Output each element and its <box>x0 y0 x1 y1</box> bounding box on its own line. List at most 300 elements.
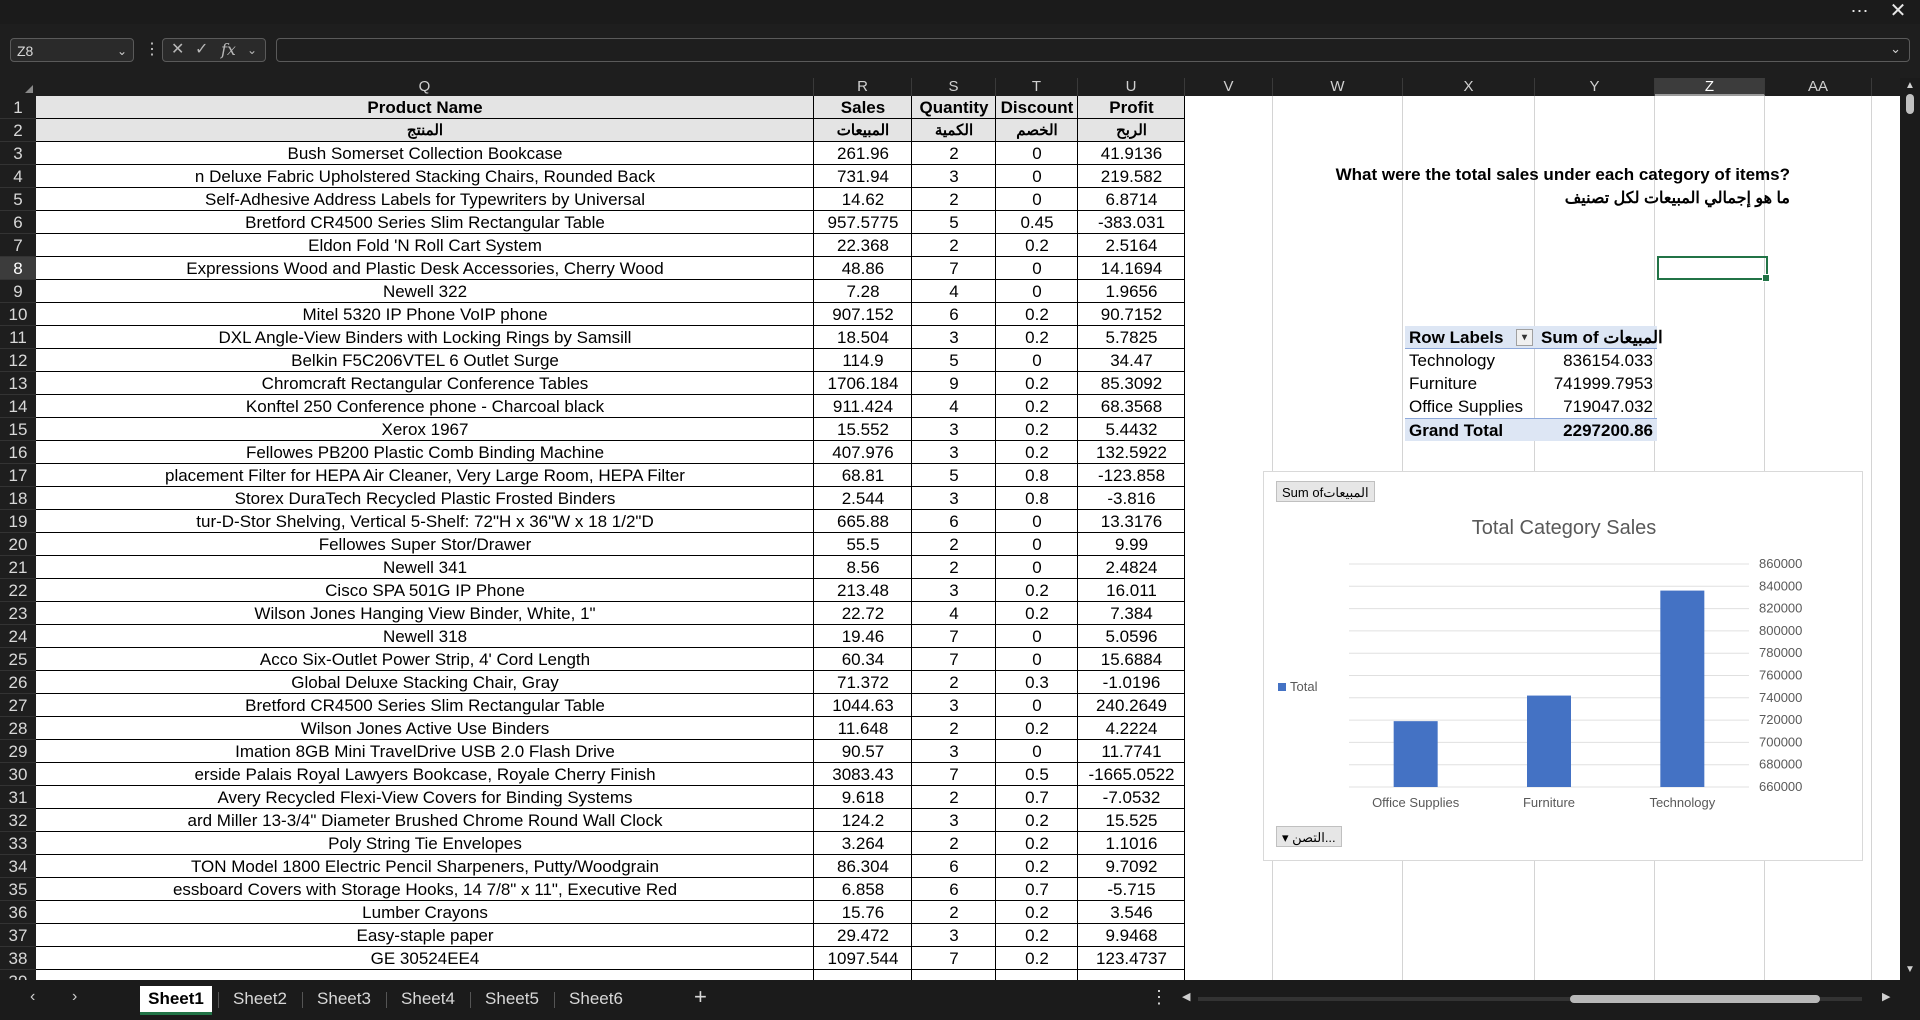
cell-profit[interactable]: 4.2224 <box>1105 719 1158 738</box>
pivot-sum-header: Sum of المبيعات <box>1537 326 1657 349</box>
cell-product-name[interactable]: tur-D-Stor Shelving, Vertical 5-Shelf: 72"H x 36"W x 18 1/2"D <box>196 512 654 531</box>
cell-quantity[interactable]: 7 <box>949 259 959 278</box>
cell-profit[interactable]: 15.6884 <box>1100 650 1163 669</box>
cell-sales[interactable]: 6.858 <box>841 880 885 899</box>
cell-discount[interactable]: 0.2 <box>1025 857 1049 876</box>
cell-profit[interactable]: 5.0596 <box>1105 627 1158 646</box>
cell-sales[interactable]: 15.76 <box>841 903 885 922</box>
previous-sheet-icon[interactable]: ‹ <box>30 988 36 1005</box>
cell-discount[interactable]: 0 <box>1032 696 1042 715</box>
cell-quantity[interactable]: 6 <box>949 305 959 324</box>
row-header[interactable]: 17 <box>0 464 36 487</box>
pivot-row-label[interactable]: Technology <box>1409 351 1496 370</box>
cell-quantity[interactable]: 2 <box>949 788 959 807</box>
row-header[interactable]: 32 <box>0 809 36 832</box>
chevron-down-icon[interactable]: ⌄ <box>116 44 127 58</box>
cell-sales[interactable]: 68.81 <box>841 466 885 485</box>
row-header[interactable]: 3 <box>0 142 36 165</box>
cell-discount[interactable]: 0 <box>1032 282 1042 301</box>
cell-sales[interactable]: 1706.184 <box>827 374 899 393</box>
row-header[interactable]: 16 <box>0 441 36 464</box>
vertical-scroll-thumb[interactable] <box>1906 94 1914 114</box>
cell-product-name[interactable]: Global Deluxe Stacking Chair, Gray <box>291 673 559 692</box>
cell-profit[interactable]: 9.9468 <box>1105 926 1158 945</box>
x-tick-label: Furniture <box>1522 795 1576 810</box>
expand-formula-icon[interactable]: ⌄ <box>1890 41 1901 56</box>
cell-discount[interactable]: 0.45 <box>1020 213 1054 232</box>
cell-sales[interactable]: 29.472 <box>837 926 889 945</box>
cell-profit[interactable]: -1.0196 <box>1102 673 1161 692</box>
cell-profit[interactable]: -7.0532 <box>1102 788 1161 807</box>
cell-discount[interactable]: 0.3 <box>1025 673 1049 692</box>
cell-profit[interactable]: 11.7741 <box>1101 742 1162 761</box>
cell-product-name[interactable]: Cisco SPA 501G IP Phone <box>325 581 525 600</box>
cell-sales[interactable]: 957.5775 <box>827 213 899 232</box>
chart-axis-field-button[interactable] <box>1276 826 1342 847</box>
cell-sales[interactable]: 2.544 <box>841 489 885 508</box>
sheet-tab-sheet3[interactable]: Sheet3 <box>317 989 371 1008</box>
row-header[interactable]: 26 <box>0 671 36 694</box>
vertical-scrollbar[interactable] <box>1900 78 1920 980</box>
cell-profit[interactable]: 2.4824 <box>1105 558 1158 577</box>
cell-discount[interactable]: 0.7 <box>1025 880 1049 899</box>
cell-discount[interactable]: 0.2 <box>1025 926 1049 945</box>
cell-discount[interactable]: 0.2 <box>1025 604 1049 623</box>
cell-quantity[interactable]: 5 <box>949 466 959 485</box>
cell-discount[interactable]: 0.2 <box>1025 397 1049 416</box>
cell-quantity[interactable]: 2 <box>949 535 959 554</box>
cell-sales[interactable]: 19.46 <box>841 627 885 646</box>
row-header[interactable]: 6 <box>0 211 36 234</box>
cell-quantity[interactable]: 3 <box>949 696 959 715</box>
cell-discount[interactable]: 0 <box>1032 167 1042 186</box>
cell-discount[interactable]: 0.2 <box>1025 305 1049 324</box>
cell-discount[interactable]: 0.2 <box>1025 903 1049 922</box>
active-cell-selection[interactable] <box>1657 256 1768 280</box>
column-gridline <box>1871 96 1872 980</box>
cell-discount[interactable]: 0.2 <box>1025 236 1049 255</box>
cell-profit[interactable]: 34.47 <box>1110 351 1153 370</box>
cell-quantity[interactable]: 7 <box>949 650 959 669</box>
cell-sales[interactable]: 665.88 <box>837 512 889 531</box>
cell-discount[interactable]: 0 <box>1032 742 1042 761</box>
chart-field-button[interactable]: Sum ofالمبيعات <box>1276 481 1375 502</box>
sheet-tab-sheet2[interactable]: Sheet2 <box>233 989 287 1008</box>
cell-quantity[interactable]: 3 <box>949 811 959 830</box>
row-header[interactable]: 21 <box>0 556 36 579</box>
tab-separator <box>470 992 471 1008</box>
row-header[interactable]: 8 <box>0 257 36 280</box>
cell-profit[interactable]: -3.816 <box>1107 489 1156 508</box>
next-sheet-icon[interactable]: › <box>72 988 78 1005</box>
row-header[interactable]: 4 <box>0 165 36 188</box>
cell-profit[interactable]: 68.3568 <box>1100 397 1163 416</box>
cell-quantity[interactable]: 6 <box>949 880 959 899</box>
cell-profit[interactable]: 123.4737 <box>1096 949 1167 968</box>
cell-profit[interactable]: -383.031 <box>1097 213 1166 232</box>
cell-sales[interactable]: 22.72 <box>841 604 885 623</box>
cell-quantity[interactable]: 3 <box>949 328 959 347</box>
cell-quantity[interactable]: 3 <box>949 742 959 761</box>
column-header-y[interactable]: Y <box>1535 78 1655 96</box>
cell-quantity[interactable]: 3 <box>949 926 959 945</box>
add-sheet-button[interactable]: + <box>694 984 707 1009</box>
y-tick-label: 840000 <box>1759 578 1803 594</box>
cell-product-name[interactable]: Fellowes Super Stor/Drawer <box>318 535 532 554</box>
cell-discount[interactable]: 0.7 <box>1025 788 1049 807</box>
cell-product-name[interactable]: Bretford CR4500 Series Slim Rectangular Table <box>245 213 605 232</box>
column-header-t[interactable]: T <box>996 78 1078 96</box>
cell-sales[interactable]: 7.28 <box>846 282 880 301</box>
column-header-q[interactable]: Q <box>36 78 814 96</box>
cell-product-name[interactable]: Newell 318 <box>382 627 468 646</box>
cell-discount[interactable]: 0 <box>1032 535 1042 554</box>
pivot-row-label[interactable]: Office Supplies <box>1409 397 1524 416</box>
cell-discount[interactable]: 0 <box>1032 144 1042 163</box>
pivot-grand-total-label: Grand Total <box>1405 418 1537 441</box>
row-header[interactable]: 33 <box>0 832 36 855</box>
cell-profit[interactable]: -1665.0522 <box>1088 765 1175 784</box>
cell-quantity[interactable]: 7 <box>949 627 959 646</box>
cell-quantity[interactable]: 2 <box>949 673 959 692</box>
cell-product-name[interactable]: Lumber Crayons <box>362 903 488 922</box>
cell-profit[interactable]: 85.3092 <box>1100 374 1163 393</box>
pivot-chart[interactable] <box>1263 471 1863 861</box>
pivot-row-value[interactable]: 836154.033 <box>1563 351 1653 370</box>
row-header[interactable]: 28 <box>0 717 36 740</box>
column-headers <box>0 78 1900 96</box>
cell-quantity[interactable]: 2 <box>949 719 959 738</box>
cell-profit[interactable]: 90.7152 <box>1100 305 1163 324</box>
cell-sales[interactable]: 14.62 <box>841 190 885 209</box>
formula-input[interactable] <box>276 38 1910 62</box>
row-header[interactable]: 14 <box>0 395 36 418</box>
cancel-icon[interactable]: ✕ <box>171 41 185 58</box>
cell-product-name[interactable]: placement Filter for HEPA Air Cleaner, Very Large Room, HEPA Filter <box>165 466 685 485</box>
cell-discount[interactable]: 0.2 <box>1025 834 1049 853</box>
cell-profit[interactable]: 3.546 <box>1110 903 1153 922</box>
pivot-row-value[interactable]: 719047.032 <box>1563 397 1653 416</box>
tab-menu-icon[interactable]: ⋮ <box>1150 987 1168 1007</box>
cell-product-name[interactable]: essboard Covers with Storage Hooks, 14 7/8" x 11", Executive Red <box>172 880 678 899</box>
cell-quantity[interactable]: 2 <box>949 236 959 255</box>
table-header-arabic-discount[interactable]: الخصم <box>1016 122 1058 139</box>
cell-discount[interactable]: 0 <box>1032 259 1042 278</box>
cell-quantity[interactable]: 2 <box>949 558 959 577</box>
enter-icon[interactable]: ✓ <box>195 41 209 58</box>
pivot-row-label[interactable]: Furniture <box>1409 374 1478 393</box>
row-header[interactable]: 2 <box>0 119 36 142</box>
cell-sales[interactable]: 1097.544 <box>827 949 899 968</box>
cell-profit[interactable]: 2.5164 <box>1105 236 1158 255</box>
cell-sales[interactable]: 90.57 <box>841 742 885 761</box>
cell-quantity[interactable]: 3 <box>949 489 959 508</box>
pivot-row-labels-text: Row Labels <box>1409 328 1504 347</box>
cell-quantity[interactable]: 3 <box>949 443 959 462</box>
row-header[interactable]: 19 <box>0 510 36 533</box>
column-header-x[interactable]: X <box>1403 78 1535 96</box>
cell-profit[interactable]: 5.7825 <box>1105 328 1158 347</box>
cell-sales[interactable]: 86.304 <box>837 857 889 876</box>
chart-title: Total Category Sales <box>1471 517 1657 539</box>
pivot-row-value[interactable]: 741999.7953 <box>1553 374 1653 393</box>
cell-product-name[interactable]: Easy-staple paper <box>356 926 494 945</box>
cell-sales[interactable]: 907.152 <box>832 305 894 324</box>
cell-product-name[interactable]: Chromcraft Rectangular Conference Tables <box>261 374 589 393</box>
cell-product-name[interactable]: ard Miller 13-3/4" Diameter Brushed Chrome Round Wall Clock <box>187 811 663 830</box>
cell-discount[interactable]: 0 <box>1032 512 1042 531</box>
cell-quantity[interactable]: 4 <box>949 282 959 301</box>
cell-profit[interactable]: 14.1694 <box>1100 259 1163 278</box>
pivot-row-labels-header <box>1405 326 1537 349</box>
cell-product-name[interactable]: erside Palais Royal Lawyers Bookcase, Royale Cherry Finish <box>194 765 656 784</box>
cell-discount[interactable]: 0.2 <box>1025 811 1049 830</box>
cell-discount[interactable]: 0.2 <box>1025 420 1049 439</box>
legend-label: Total <box>1290 679 1318 694</box>
row-header[interactable]: 24 <box>0 625 36 648</box>
cell-product-name[interactable]: TON Model 1800 Electric Pencil Sharpeners, Putty/Woodgrain <box>190 857 660 876</box>
cell-profit[interactable]: 5.4432 <box>1105 420 1158 439</box>
cell-profit[interactable]: 13.3176 <box>1100 512 1163 531</box>
row-header[interactable]: 29 <box>0 740 36 763</box>
cell-product-name[interactable]: Belkin F5C206VTEL 6 Outlet Surge <box>291 351 559 370</box>
row-header[interactable]: 34 <box>0 855 36 878</box>
row-header[interactable]: 1 <box>0 96 36 119</box>
row-header[interactable]: 38 <box>0 947 36 970</box>
scroll-up-icon[interactable]: ▲ <box>1905 80 1915 91</box>
cell-sales[interactable]: 213.48 <box>837 581 889 600</box>
cell-sales[interactable]: 48.86 <box>841 259 885 278</box>
row-header[interactable]: 23 <box>0 602 36 625</box>
row-header[interactable]: 36 <box>0 901 36 924</box>
cell-sales[interactable]: 22.368 <box>837 236 889 255</box>
cell-discount[interactable]: 0.2 <box>1025 374 1049 393</box>
tab-separator <box>218 992 219 1008</box>
cell-sales[interactable]: 124.2 <box>841 811 885 830</box>
cell-discount[interactable]: 0 <box>1032 650 1042 669</box>
cell-profit[interactable]: 9.99 <box>1114 535 1149 554</box>
cell-discount[interactable]: 0.2 <box>1025 949 1049 968</box>
y-tick-label: 680000 <box>1759 756 1803 772</box>
sheet-tab-bar <box>0 980 1920 1020</box>
row-header[interactable]: 5 <box>0 188 36 211</box>
cell-discount[interactable]: 0.8 <box>1025 489 1049 508</box>
cell-sales[interactable]: 3083.43 <box>832 765 894 784</box>
tab-separator <box>386 992 387 1008</box>
chart-axis-field-label: التصن... <box>1292 830 1336 845</box>
name-box[interactable] <box>10 38 134 62</box>
cell-quantity[interactable]: 5 <box>949 351 959 370</box>
row-header[interactable]: 25 <box>0 648 36 671</box>
cell-discount[interactable]: 0.2 <box>1025 719 1049 738</box>
cell-quantity[interactable]: 7 <box>949 949 959 968</box>
cell-discount[interactable]: 0 <box>1032 627 1042 646</box>
table-header-arabic-product-name[interactable]: المنتج <box>406 122 444 139</box>
drag-handle-icon[interactable]: ⋮ <box>144 41 160 58</box>
table-header-profit[interactable]: Profit <box>1109 98 1154 117</box>
cell-product-name[interactable]: Wilson Jones Hanging View Binder, White, 1" <box>254 604 596 623</box>
cell-product-name[interactable]: Bretford CR4500 Series Slim Rectangular Table <box>245 696 605 715</box>
cell-sales[interactable]: 911.424 <box>832 397 894 416</box>
cell-product-name[interactable]: Newell 341 <box>382 558 468 577</box>
cell-product-name[interactable]: Konftel 250 Conference phone - Charcoal black <box>245 397 605 416</box>
cell-quantity[interactable]: 3 <box>949 581 959 600</box>
row-header[interactable]: 18 <box>0 487 36 510</box>
cell-sales[interactable]: 11.648 <box>837 719 889 738</box>
cell-product-name[interactable]: Expressions Wood and Plastic Desk Accessories, Cherry Wood <box>186 259 664 278</box>
cell-profit[interactable]: 132.5922 <box>1096 443 1167 462</box>
scroll-right-icon[interactable]: ▶ <box>1882 991 1891 1003</box>
cell-quantity[interactable]: 2 <box>949 190 959 209</box>
cell-product-name[interactable]: Xerox 1967 <box>381 420 469 439</box>
table-header-arabic-quantity[interactable]: الكمية <box>934 122 974 139</box>
insert-function-icon[interactable]: fx <box>221 40 236 59</box>
row-header[interactable]: 37 <box>0 924 36 947</box>
cell-sales[interactable]: 60.34 <box>841 650 885 669</box>
cell-product-name[interactable]: Wilson Jones Active Use Binders <box>300 719 550 738</box>
sheet-tab-sheet1[interactable]: Sheet1 <box>140 986 212 1015</box>
cell-quantity[interactable]: 7 <box>949 765 959 784</box>
cell-profit[interactable]: 219.582 <box>1100 167 1163 186</box>
cell-discount[interactable]: 0.8 <box>1025 466 1049 485</box>
row-header[interactable]: 7 <box>0 234 36 257</box>
cell-profit[interactable]: 240.2649 <box>1096 696 1167 715</box>
cell-discount[interactable]: 0 <box>1032 190 1042 209</box>
cell-discount[interactable]: 0 <box>1032 558 1042 577</box>
cell-quantity[interactable]: 5 <box>949 213 959 232</box>
row-header[interactable]: 10 <box>0 303 36 326</box>
scroll-down-icon[interactable]: ▼ <box>1905 964 1915 975</box>
cell-sales[interactable]: 18.504 <box>837 328 889 347</box>
cell-sales[interactable]: 1044.63 <box>832 696 894 715</box>
row-header[interactable]: 31 <box>0 786 36 809</box>
row-header[interactable]: 9 <box>0 280 36 303</box>
cell-discount[interactable]: 0.2 <box>1025 581 1049 600</box>
cell-discount[interactable]: 0.2 <box>1025 443 1049 462</box>
cell-profit[interactable]: 1.9656 <box>1105 282 1158 301</box>
cell-quantity[interactable]: 6 <box>949 512 959 531</box>
table-header-arabic-sales[interactable]: المبيعات <box>836 122 890 139</box>
cell-product-name[interactable]: Acco Six-Outlet Power Strip, 4' Cord Length <box>259 650 591 669</box>
cell-discount[interactable]: 0.2 <box>1025 328 1049 347</box>
cell-quantity[interactable]: 9 <box>949 374 959 393</box>
cell-profit[interactable]: 15.525 <box>1105 811 1158 830</box>
cell-product-name[interactable]: Mitel 5320 IP Phone VoIP phone <box>302 305 548 324</box>
cell-product-name[interactable]: Self-Adhesive Address Labels for Typewriters by Universal <box>205 190 645 209</box>
row-header[interactable]: 30 <box>0 763 36 786</box>
table-header-product-name[interactable]: Product Name <box>367 98 483 117</box>
chevron-down-icon: ▾ <box>1282 830 1293 845</box>
horizontal-scroll-thumb[interactable] <box>1570 995 1820 1003</box>
name-box-value: Z8 <box>17 43 34 59</box>
close-icon[interactable]: ✕ <box>1889 0 1907 22</box>
cell-sales[interactable]: 407.976 <box>832 443 894 462</box>
column-header-z[interactable]: Z <box>1655 78 1765 96</box>
cell-sales[interactable]: 3.264 <box>841 834 885 853</box>
cell-sales[interactable]: 8.56 <box>846 558 880 577</box>
cell-profit[interactable]: 6.8714 <box>1105 190 1158 209</box>
cell-quantity[interactable]: 2 <box>949 144 959 163</box>
cell-sales[interactable]: 731.94 <box>837 167 889 186</box>
cell-product-name[interactable]: Eldon Fold 'N Roll Cart System <box>308 236 542 255</box>
cell-product-name[interactable]: Newell 322 <box>382 282 468 301</box>
horizontal-scrollbar[interactable] <box>1180 990 1891 1006</box>
cell-sales[interactable]: 261.96 <box>837 144 889 163</box>
row-header[interactable]: 12 <box>0 349 36 372</box>
cell-quantity[interactable]: 2 <box>949 903 959 922</box>
cell-profit[interactable]: 16.011 <box>1106 581 1157 600</box>
table-header-arabic-profit[interactable]: الربح <box>1116 122 1147 139</box>
sheet-tab-sheet4[interactable]: Sheet4 <box>401 989 455 1008</box>
row-header[interactable]: 13 <box>0 372 36 395</box>
cell-discount[interactable]: 0 <box>1032 351 1042 370</box>
cell-product-name[interactable]: Avery Recycled Flexi-View Covers for Binding Systems <box>217 788 633 807</box>
row-header[interactable]: 15 <box>0 418 36 441</box>
scroll-left-icon[interactable]: ◀ <box>1182 991 1191 1003</box>
cell-discount[interactable]: 0.5 <box>1025 765 1049 784</box>
formula-bar <box>0 24 1920 78</box>
cell-product-name[interactable]: GE 30524EE4 <box>370 949 480 968</box>
more-options-icon[interactable]: ⋯ <box>1850 1 1870 21</box>
chevron-down-icon[interactable]: ⌄ <box>247 43 258 57</box>
cell-quantity[interactable]: 2 <box>949 834 959 853</box>
column-header-r[interactable]: R <box>814 78 912 96</box>
table-header-sales[interactable]: Sales <box>840 98 886 117</box>
cell-profit[interactable]: 9.7092 <box>1105 857 1158 876</box>
select-all-corner[interactable] <box>0 78 36 96</box>
cell-quantity[interactable]: 4 <box>949 604 959 623</box>
row-header[interactable]: 22 <box>0 579 36 602</box>
cell-sales[interactable]: 55.5 <box>846 535 880 554</box>
chart-bar-office-supplies <box>1394 721 1438 787</box>
cell-quantity[interactable]: 3 <box>949 420 959 439</box>
cell-quantity[interactable]: 6 <box>949 857 959 876</box>
sheet-tab-sheet5[interactable]: Sheet5 <box>485 989 539 1008</box>
cell-product-name[interactable]: Poly String Tie Envelopes <box>328 834 522 853</box>
cell-product-name[interactable]: Fellowes PB200 Plastic Comb Binding Machine <box>245 443 605 462</box>
cell-profit[interactable]: 7.384 <box>1110 604 1153 623</box>
column-header-aa[interactable]: AA <box>1765 78 1872 96</box>
column-header-w[interactable]: W <box>1273 78 1403 96</box>
row-header[interactable]: 35 <box>0 878 36 901</box>
row-header[interactable]: 27 <box>0 694 36 717</box>
cell-product-name[interactable]: Storex DuraTech Recycled Plastic Frosted Binders <box>234 489 616 508</box>
cell-sales[interactable]: 9.618 <box>841 788 885 807</box>
cell-product-name[interactable]: Imation 8GB Mini TravelDrive USB 2.0 Flash Drive <box>235 742 615 761</box>
cell-product-name[interactable]: n Deluxe Fabric Upholstered Stacking Chairs, Rounded Back <box>194 167 656 186</box>
cell-quantity[interactable]: 3 <box>949 167 959 186</box>
cell-product-name[interactable]: DXL Angle-View Binders with Locking Rings by Samsill <box>218 328 632 347</box>
cell-sales[interactable]: 71.372 <box>837 673 889 692</box>
cell-sales[interactable]: 15.552 <box>837 420 889 439</box>
column-header-v[interactable]: V <box>1185 78 1273 96</box>
table-header-discount[interactable]: Discount <box>1000 98 1074 117</box>
table-header-quantity[interactable]: Quantity <box>919 98 989 117</box>
cell-sales[interactable]: 114.9 <box>842 351 884 370</box>
sheet-tab-sheet6[interactable]: Sheet6 <box>569 989 623 1008</box>
cell-profit[interactable]: -123.858 <box>1097 466 1166 485</box>
filter-sort-icon[interactable]: ▾ <box>1516 329 1533 346</box>
cell-profit[interactable]: 41.9136 <box>1100 144 1163 163</box>
cell-product-name[interactable]: Bush Somerset Collection Bookcase <box>287 144 563 163</box>
column-header-s[interactable]: S <box>912 78 996 96</box>
column-header-u[interactable]: U <box>1078 78 1185 96</box>
cell-profit[interactable]: 1.1016 <box>1105 834 1158 853</box>
cell-profit[interactable]: -5.715 <box>1107 880 1156 899</box>
row-header[interactable]: 11 <box>0 326 36 349</box>
row-header[interactable]: 20 <box>0 533 36 556</box>
cell-quantity[interactable]: 4 <box>949 397 959 416</box>
